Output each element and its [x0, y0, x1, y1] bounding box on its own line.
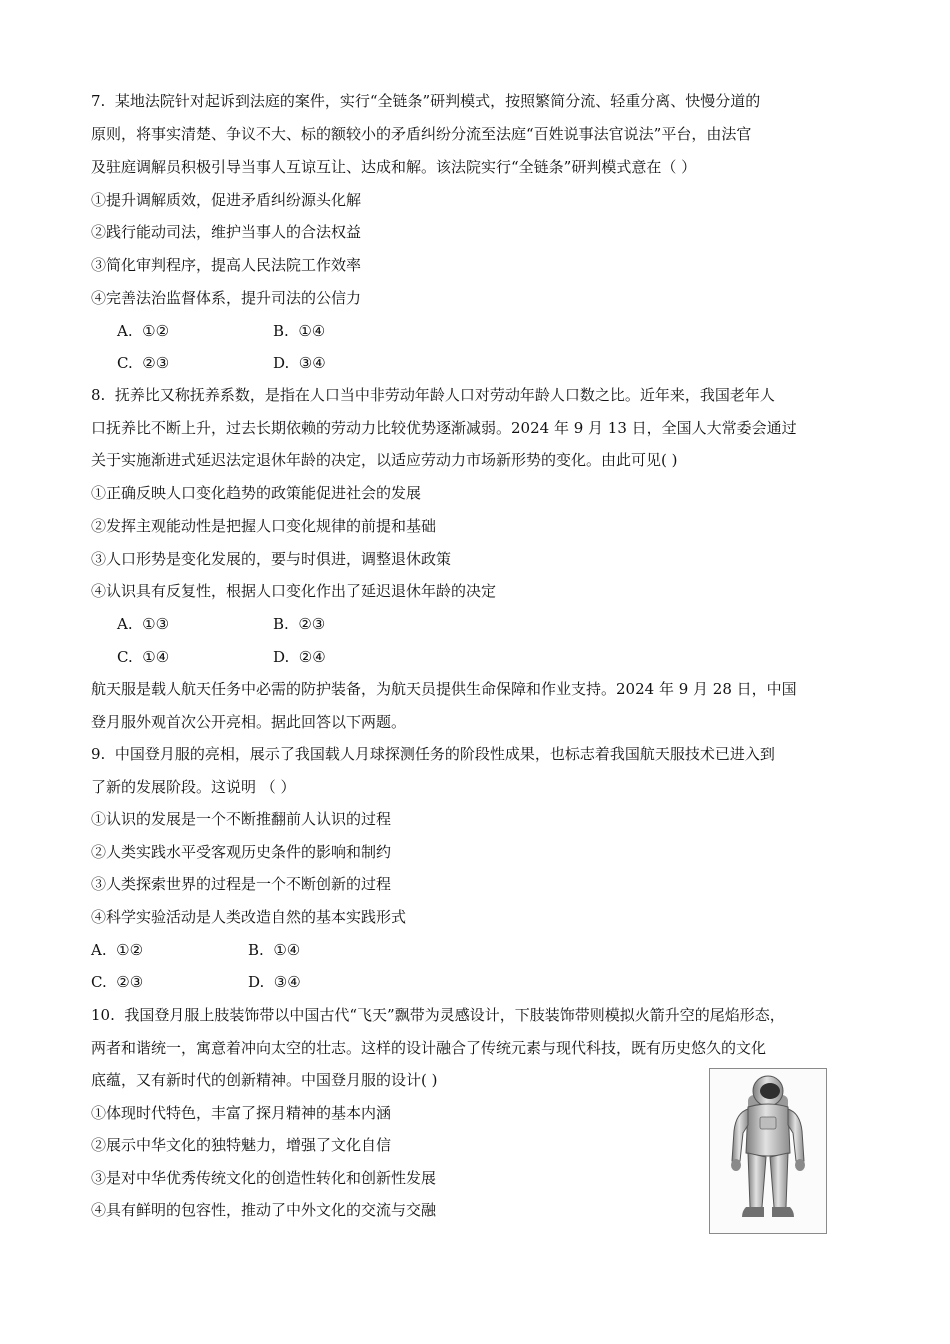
q7-option-d[interactable]: D. ③④ — [273, 354, 326, 372]
q8-statement-1: ①正确反映人口变化趋势的政策能促进社会的发展 — [91, 484, 422, 502]
q10-stem-line-2: 两者和谐统一，寓意着冲向太空的壮志。这样的设计融合了传统元素与现代科技，既有历史悠久的文化 — [91, 1039, 767, 1057]
q10-statement-1: ①体现时代特色，丰富了探月精神的基本内涵 — [91, 1104, 392, 1122]
q10-statement-3: ③是对中华优秀传统文化的创造性转化和创新性发展 — [91, 1169, 437, 1187]
q9-option-b[interactable]: B. ①④ — [248, 941, 301, 959]
q7-statement-3: ③简化审判程序，提高人民法院工作效率 — [91, 256, 362, 274]
q10-stem-line-1: 10. 我国登月服上肢装饰带以中国古代“飞天”飘带为灵感设计，下肢装饰带则模拟火箭升空的尾焰形态， — [91, 1006, 785, 1024]
q9-option-a[interactable]: A. ①② — [91, 941, 144, 959]
q9-option-c[interactable]: C. ②③ — [91, 973, 144, 991]
q8-option-c[interactable]: C. ①④ — [117, 648, 170, 666]
q9-statement-1: ①认识的发展是一个不断推翻前人认识的过程 — [91, 810, 392, 828]
q7-statement-4: ④完善法治监督体系，提升司法的公信力 — [91, 289, 362, 307]
q7-statement-2: ②践行能动司法，维护当事人的合法权益 — [91, 223, 362, 241]
q10-statement-2: ②展示中华文化的独特魅力，增强了文化自信 — [91, 1136, 392, 1154]
q7-statement-1: ①提升调解质效，促进矛盾纠纷源头化解 — [91, 191, 362, 209]
q8-statement-4: ④认识具有反复性，根据人口变化作出了延迟退休年龄的决定 — [91, 582, 497, 600]
q7-option-c[interactable]: C. ②③ — [117, 354, 170, 372]
q9-stem-line-2: 了新的发展阶段。这说明 （ ） — [91, 778, 296, 796]
q8-stem-line-3: 关于实施渐进式延迟法定退休年龄的决定，以适应劳动力市场新形势的变化。由此可见( ) — [91, 451, 678, 469]
q7-option-b[interactable]: B. ①④ — [273, 322, 326, 340]
q8-statement-3: ③人口形势是变化发展的，要与时俱进，调整退休政策 — [91, 550, 452, 568]
q9-statement-4: ④科学实验活动是人类改造自然的基本实践形式 — [91, 908, 407, 926]
spacesuit-figure — [709, 1068, 827, 1234]
q8-stem-line-1: 8. 抚养比又称抚养系数，是指在人口当中非劳动年龄人口对劳动年龄人口数之比。近年来，我国老年人 — [91, 386, 775, 404]
q10-stem-line-3: 底蕴，又有新时代的创新精神。中国登月服的设计( ) — [91, 1071, 438, 1089]
q8-option-d[interactable]: D. ②④ — [273, 648, 326, 666]
q7-option-a[interactable]: A. ①② — [117, 322, 170, 340]
intro-line-1: 航天服是载人航天任务中必需的防护装备，为航天员提供生命保障和作业支持。2024 年 9 月 28 日，中国 — [91, 680, 797, 698]
q8-statement-2: ②发挥主观能动性是把握人口变化规律的前提和基础 — [91, 517, 437, 535]
spacesuit-illustration — [710, 1069, 826, 1233]
q8-option-b[interactable]: B. ②③ — [273, 615, 326, 633]
q8-stem-line-2: 口抚养比不断上升，过去长期依赖的劳动力比较优势逐渐减弱。2024 年 9 月 13 日，全国人大常委会通过 — [91, 419, 797, 437]
q9-statement-2: ②人类实践水平受客观历史条件的影响和制约 — [91, 843, 392, 861]
q9-statement-3: ③人类探索世界的过程是一个不断创新的过程 — [91, 875, 392, 893]
q7-stem-line-2: 原则，将事实清楚、争议不大、标的额较小的矛盾纠纷分流至法庭“百姓说事法官说法”平台，由法官 — [91, 125, 752, 143]
q9-stem-line-1: 9. 中国登月服的亮相，展示了我国载人月球探测任务的阶段性成果，也标志着我国航天服技术已进入到 — [91, 745, 775, 763]
q7-stem-line-3: 及驻庭调解员积极引导当事人互谅互让、达成和解。该法院实行“全链条”研判模式意在（ ） — [91, 158, 697, 176]
intro-line-2: 登月服外观首次公开亮相。据此回答以下两题。 — [91, 713, 407, 731]
q7-stem-line-1: 7. 某地法院针对起诉到法庭的案件，实行“全链条”研判模式，按照繁简分流、轻重分离、快慢分道的 — [91, 92, 761, 110]
q9-option-d[interactable]: D. ③④ — [248, 973, 301, 991]
q8-option-a[interactable]: A. ①③ — [117, 615, 170, 633]
q10-statement-4: ④具有鲜明的包容性，推动了中外文化的交流与交融 — [91, 1201, 437, 1219]
